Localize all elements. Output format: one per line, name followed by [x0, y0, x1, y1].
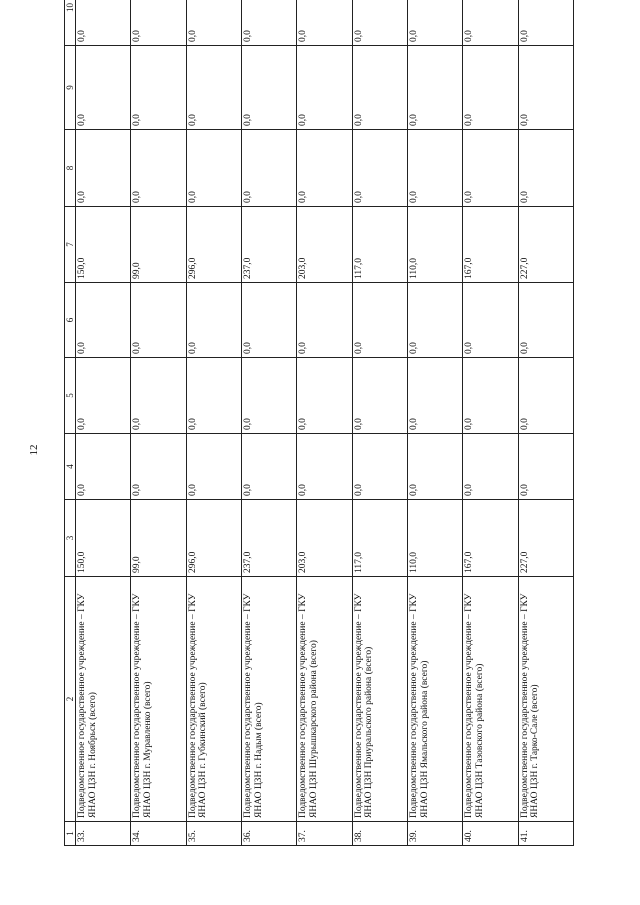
value-cell: 0,0: [407, 0, 462, 46]
table-row: [297, 0, 352, 846]
institution-name: Подведомственное государственное учреждение – ГКУ ЯНАО ЦЗН г. Губкинский (всего): [186, 577, 241, 822]
table-row: [352, 0, 407, 846]
value-cell: 0,0: [352, 434, 407, 500]
value-cell: 0,0: [407, 283, 462, 358]
institution-name: Подведомственное государственное учреждение – ГКУ ЯНАО ЦЗН Шурышкарского района (всего): [297, 577, 352, 822]
value-cell: 0,0: [76, 46, 131, 130]
value-cell: 0,0: [131, 358, 186, 434]
value-cell: 0,0: [76, 130, 131, 207]
value-cell: 0,0: [518, 434, 573, 500]
value-cell: 0,0: [297, 358, 352, 434]
value-cell: 0,0: [463, 130, 518, 207]
value-cell: 227,0: [518, 500, 573, 577]
value-cell: 0,0: [297, 0, 352, 46]
column-header-7: 7: [65, 207, 76, 283]
value-cell: 0,0: [518, 358, 573, 434]
column-header-9: 9: [65, 46, 76, 130]
value-cell: 237,0: [242, 500, 297, 577]
value-cell: 0,0: [518, 46, 573, 130]
value-cell: 0,0: [463, 358, 518, 434]
row-number: 36.: [242, 822, 297, 846]
table-row: [186, 0, 241, 846]
value-cell: 0,0: [297, 283, 352, 358]
row-number: 41.: [518, 822, 573, 846]
value-cell: 0,0: [186, 130, 241, 207]
value-cell: 0,0: [297, 46, 352, 130]
value-cell: 0,0: [242, 46, 297, 130]
table-container: [64, 3, 574, 846]
value-cell: 0,0: [131, 46, 186, 130]
value-cell: 0,0: [186, 434, 241, 500]
value-cell: 0,0: [518, 0, 573, 46]
value-cell: 0,0: [76, 283, 131, 358]
value-cell: 0,0: [242, 358, 297, 434]
row-number: 34.: [131, 822, 186, 846]
value-cell: 0,0: [352, 46, 407, 130]
column-header-2: 2: [65, 577, 76, 822]
value-cell: 237,0: [242, 207, 297, 283]
value-cell: 0,0: [131, 283, 186, 358]
table-row: [463, 0, 518, 846]
value-cell: 203,0: [297, 500, 352, 577]
value-cell: 0,0: [131, 0, 186, 46]
table-body: [76, 0, 574, 846]
value-cell: 0,0: [76, 0, 131, 46]
table-row: [76, 0, 131, 846]
table-row: [518, 0, 573, 846]
value-cell: 296,0: [186, 500, 241, 577]
value-cell: 0,0: [407, 46, 462, 130]
value-cell: 0,0: [186, 46, 241, 130]
value-cell: 0,0: [242, 130, 297, 207]
value-cell: 0,0: [352, 283, 407, 358]
row-number: 39.: [407, 822, 462, 846]
value-cell: 0,0: [518, 283, 573, 358]
column-header-10: 10: [65, 0, 76, 46]
value-cell: 0,0: [407, 358, 462, 434]
value-cell: 0,0: [352, 358, 407, 434]
value-cell: 0,0: [297, 130, 352, 207]
column-header-8: 8: [65, 130, 76, 207]
value-cell: 0,0: [186, 0, 241, 46]
institution-name: Подведомственное государственное учреждение – ГКУ ЯНАО ЦЗН г. Ноябрьск (всего): [76, 577, 131, 822]
value-cell: 296,0: [186, 207, 241, 283]
column-header-5: 5: [65, 358, 76, 434]
institution-name: Подведомственное государственное учреждение – ГКУ ЯНАО ЦЗН г. Муравленко (всего): [131, 577, 186, 822]
value-cell: 99,0: [131, 207, 186, 283]
table-row: [407, 0, 462, 846]
header-row: [65, 0, 76, 846]
column-header-1: 1: [65, 822, 76, 846]
value-cell: 0,0: [407, 434, 462, 500]
value-cell: 203,0: [297, 207, 352, 283]
value-cell: 0,0: [131, 434, 186, 500]
value-cell: 0,0: [242, 434, 297, 500]
institution-name: Подведомственное государственное учреждение – ГКУ ЯНАО ЦЗН г. Надым (всего): [242, 577, 297, 822]
column-header-6: 6: [65, 283, 76, 358]
value-cell: 227,0: [518, 207, 573, 283]
value-cell: 0,0: [463, 46, 518, 130]
row-number: 37.: [297, 822, 352, 846]
institution-name: Подведомственное государственное учреждение – ГКУ ЯНАО ЦЗН Приуральского района (всего): [352, 577, 407, 822]
institution-name: Подведомственное государственное учреждение – ГКУ ЯНАО ЦЗН Ямальского района (всего): [407, 577, 462, 822]
value-cell: 0,0: [463, 434, 518, 500]
value-cell: 0,0: [76, 434, 131, 500]
value-cell: 0,0: [352, 0, 407, 46]
value-cell: 0,0: [131, 130, 186, 207]
value-cell: 150,0: [76, 500, 131, 577]
institution-name: Подведомственное государственное учреждение – ГКУ ЯНАО ЦЗН Тазовского района (всего): [463, 577, 518, 822]
value-cell: 0,0: [76, 358, 131, 434]
value-cell: 0,0: [242, 283, 297, 358]
value-cell: 117,0: [352, 207, 407, 283]
value-cell: 99,0: [131, 500, 186, 577]
table-row: [242, 0, 297, 846]
value-cell: 0,0: [186, 283, 241, 358]
column-header-4: 4: [65, 434, 76, 500]
value-cell: 0,0: [407, 130, 462, 207]
row-number: 40.: [463, 822, 518, 846]
value-cell: 117,0: [352, 500, 407, 577]
value-cell: 0,0: [463, 0, 518, 46]
value-cell: 110,0: [407, 500, 462, 577]
value-cell: 0,0: [518, 130, 573, 207]
institution-name: Подведомственное государственное учреждение – ГКУ ЯНАО ЦЗН г. Тарко-Сале (всего): [518, 577, 573, 822]
table-row: [131, 0, 186, 846]
value-cell: 110,0: [407, 207, 462, 283]
row-number: 33.: [76, 822, 131, 846]
budget-table: [64, 0, 574, 846]
value-cell: 0,0: [463, 283, 518, 358]
value-cell: 0,0: [242, 0, 297, 46]
page-number: 12: [28, 444, 40, 456]
value-cell: 150,0: [76, 207, 131, 283]
value-cell: 0,0: [297, 434, 352, 500]
column-header-3: 3: [65, 500, 76, 577]
value-cell: 0,0: [186, 358, 241, 434]
row-number: 35.: [186, 822, 241, 846]
table-header: [65, 0, 76, 846]
value-cell: 0,0: [352, 130, 407, 207]
value-cell: 167,0: [463, 207, 518, 283]
value-cell: 167,0: [463, 500, 518, 577]
row-number: 38.: [352, 822, 407, 846]
